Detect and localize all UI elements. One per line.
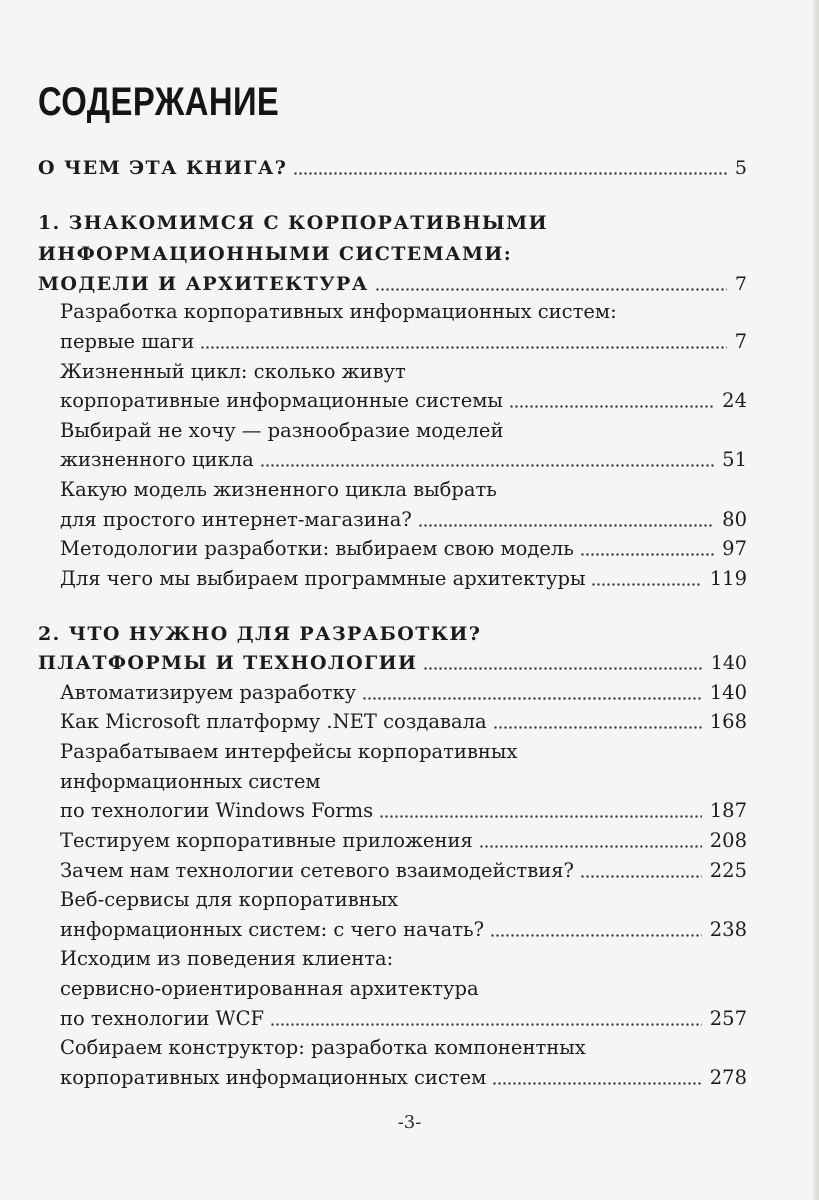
toc-chapter-line: [0, 618, 819, 650]
toc-entry-title: ПЛАТФОРМЫ И ТЕХНОЛОГИИ: [38, 652, 418, 674]
toc-entry-page-number: 97: [722, 537, 747, 560]
toc-leader-dots: [200, 346, 727, 349]
toc-chapter-line: [0, 238, 819, 270]
toc-entry-line: [0, 444, 819, 476]
toc-entry-title: для простого интернет-магазина?: [60, 508, 412, 531]
toc-entry-title: Какую модель жизненного цикла выбрать: [60, 478, 497, 501]
toc-entry-title: Исходим из поведения клиента:: [60, 947, 394, 970]
toc-leader-dots: [293, 172, 727, 175]
toc-leader-dots: [375, 288, 727, 291]
toc-entry-line: [0, 1062, 819, 1094]
toc-entry-title: жизненного цикла: [60, 448, 254, 471]
toc-leader-dots: [423, 667, 703, 670]
toc-entry-page-number: 257: [709, 1007, 747, 1030]
toc-entry-title: по технологии Windows Forms: [60, 799, 374, 822]
toc-entry-title: корпоративные информационные системы: [60, 389, 503, 412]
toc-chapter-line: [0, 207, 819, 239]
toc-chapter-line: [0, 647, 819, 679]
toc-chapter-line: [0, 152, 819, 184]
toc-entry-page-number: 51: [722, 448, 747, 471]
toc-entry-line: [0, 385, 819, 417]
toc-leader-dots: [580, 875, 702, 878]
toc-entry-line: [0, 563, 819, 595]
toc-entry-line: [0, 1032, 819, 1064]
toc-entry-title: сервисно-ориентированная архитектура: [60, 977, 479, 1000]
toc-entry-title: Жизненный цикл: сколько живут: [60, 360, 406, 383]
toc-entry-title: 2. ЧТО НУЖНО ДЛЯ РАЗРАБОТКИ?: [38, 623, 482, 645]
toc-entry-title: Для чего мы выбираем программные архитектуры: [60, 567, 586, 590]
toc-entry-line: [0, 677, 819, 709]
toc-leader-dots: [418, 524, 714, 527]
toc-entry-line: [0, 533, 819, 565]
toc-entry-title: корпоративных информационных систем: [60, 1066, 487, 1089]
toc-entry-line: [0, 914, 819, 946]
toc-entry-page-number: 140: [710, 652, 747, 674]
toc-entry-line: [0, 884, 819, 916]
toc-leader-dots: [260, 464, 714, 467]
toc-entry-line: [0, 296, 819, 328]
toc-entry-page-number: 140: [709, 681, 747, 704]
toc-entry-page-number: 187: [709, 799, 747, 822]
toc-entry-title: Собираем конструктор: разработка компонентных: [60, 1036, 586, 1059]
toc-entry-page-number: 168: [709, 710, 747, 733]
toc-entry-page-number: 80: [722, 508, 747, 531]
toc-entry-title: Методологии разработки: выбираем свою модель: [60, 537, 574, 560]
toc-entry-title: первые шаги: [60, 330, 195, 353]
toc-entry-page-number: 238: [709, 918, 747, 941]
toc-entry-line: [0, 825, 819, 857]
toc-entry-line: [0, 766, 819, 798]
page-number-footer: -3-: [397, 1112, 422, 1133]
toc-entry-title: Разработка корпоративных информационных систем:: [60, 300, 617, 323]
toc-entry-title: по технологии WCF: [60, 1007, 265, 1030]
toc-entry-page-number: 7: [734, 330, 747, 353]
toc-entry-line: [0, 504, 819, 536]
toc-entry-title: Автоматизируем разработку: [60, 681, 357, 704]
toc-entry-page-number: 225: [709, 859, 747, 882]
toc-entry-title: Тестируем корпоративные приложения: [60, 829, 473, 852]
toc-leader-dots: [591, 583, 702, 586]
page-edge-shadow: [813, 0, 819, 1200]
toc-entry-line: [0, 1003, 819, 1035]
toc-entry-title: Как Microsoft платформу .NET создавала: [60, 710, 487, 733]
toc-leader-dots: [492, 1082, 702, 1085]
toc-leader-dots: [580, 553, 714, 556]
toc-entry-title: 1. ЗНАКОМИМСЯ С КОРПОРАТИВНЫМИ: [38, 212, 548, 234]
toc-entry-line: [0, 736, 819, 768]
toc-leader-dots: [490, 934, 702, 937]
toc-entry-page-number: 208: [709, 829, 747, 852]
toc-entry-line: [0, 326, 819, 358]
toc-entry-title: О ЧЕМ ЭТА КНИГА?: [38, 157, 288, 179]
toc-entry-line: [0, 356, 819, 388]
toc-entry-page-number: 24: [722, 389, 747, 412]
toc-leader-dots: [270, 1023, 702, 1026]
toc-entry-page-number: 119: [709, 567, 747, 590]
toc-entry-line: [0, 474, 819, 506]
toc-entry-line: [0, 855, 819, 887]
toc-entry-title: ИНФОРМАЦИОННЫМИ СИСТЕМАМИ:: [38, 243, 513, 265]
toc-entry-title: информационных систем: с чего начать?: [60, 918, 485, 941]
toc-entry-page-number: 278: [709, 1066, 747, 1089]
toc-entry-line: [0, 943, 819, 975]
toc-entry-line: [0, 795, 819, 827]
toc-leader-dots: [362, 697, 702, 700]
toc-entry-title: Веб-сервисы для корпоративных: [60, 888, 399, 911]
toc-entry-page-number: 5: [734, 157, 747, 179]
toc-leader-dots: [479, 845, 702, 848]
toc-entry-title: Выбирай не хочу — разнообразие моделей: [60, 419, 504, 442]
page-title: СОДЕРЖАНИЕ: [38, 80, 280, 124]
toc-entry-line: [0, 973, 819, 1005]
toc-leader-dots: [379, 815, 702, 818]
toc-leader-dots: [509, 405, 714, 408]
toc-entry-line: [0, 706, 819, 738]
toc-entry-page-number: 7: [734, 273, 747, 295]
toc-entry-title: МОДЕЛИ И АРХИТЕКТУРА: [38, 273, 369, 295]
toc-entry-line: [0, 415, 819, 447]
toc-leader-dots: [493, 726, 702, 729]
toc-entry-title: Разрабатываем интерфейсы корпоративных: [60, 740, 518, 763]
toc-entry-title: Зачем нам технологии сетевого взаимодействия?: [60, 859, 574, 882]
toc-entry-title: информационных систем: [60, 770, 321, 793]
